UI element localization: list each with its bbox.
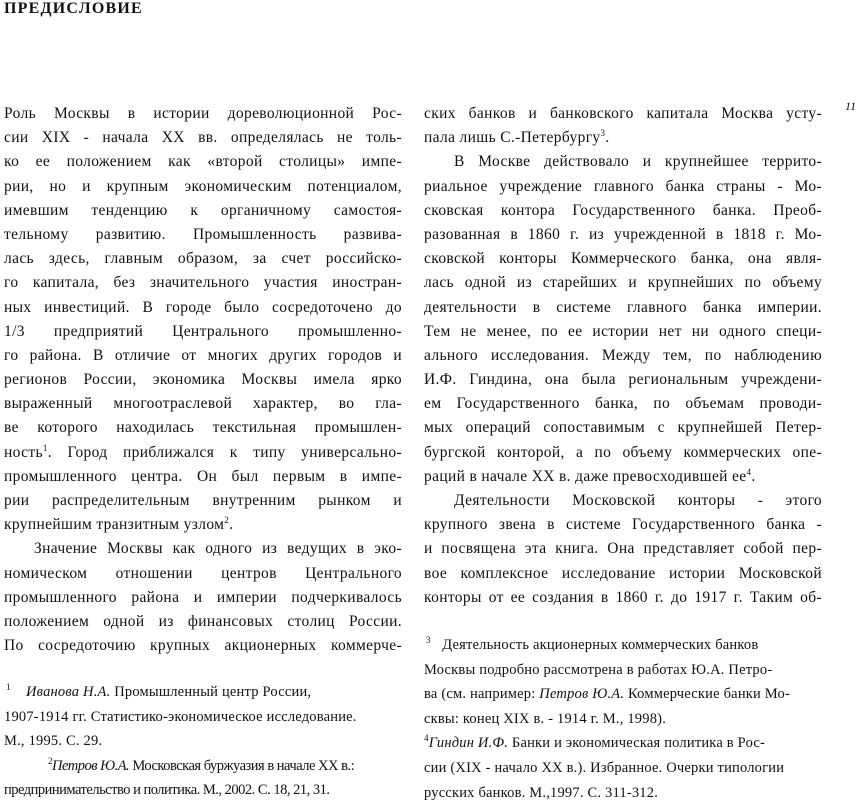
footnote-marker: 2 — [48, 755, 52, 766]
text-line: номическом отношении центров Центрального — [4, 564, 402, 582]
text-line: го капитала, без значительного участия иностран- — [4, 274, 402, 292]
footnote-ref: 1 — [42, 442, 48, 453]
left-column-text — [4, 102, 402, 658]
text-line: Роль Москвы в истории дореволюционной Рос- — [4, 105, 402, 122]
footnote-text: Банки и экономическая политика в Рос- — [508, 735, 766, 752]
footnote-ref: 4 — [746, 466, 752, 477]
text-line: Значение Москвы как одного из ведущих в эко- — [34, 540, 402, 558]
text-line: ных инвестиций. В городе было сосредоточено до — [4, 298, 402, 316]
footnote-marker: 4 — [424, 733, 429, 744]
text-line: промышленного центра. Он был первым в импе- — [4, 467, 402, 485]
footnote-line: 1907-1914 гг. Статистико-экономическое исследование. — [4, 708, 357, 725]
footnote-marker: 3 — [426, 635, 431, 646]
text-line: лась одной из старейших и крупнейших по объему — [424, 274, 822, 292]
text-line: и посвящена эта книга. Она представляет собой пер- — [424, 540, 822, 558]
footnote-line: предпринимательство и политика. М., 2002. С. 18, 21, 31. — [4, 782, 330, 799]
text-line: промышленного района и империи подчеркивалось — [4, 588, 402, 606]
text-line: тельному развитию. Промышленность развива- — [4, 225, 402, 243]
text-line: положением одной из финансовых столиц России. — [4, 612, 402, 630]
text-segment: . Город приближался к типу универсально- — [47, 443, 402, 461]
text-line: имевшим тенденцию к органичному самостоя- — [4, 201, 402, 219]
footnote-author: Петров Ю.А. — [52, 757, 130, 774]
footnote-line: сквы: конец XIX в. - 1914 г. М., 1998). — [424, 710, 667, 727]
text-line: ем Государственного банка, по объемам проводи- — [424, 395, 822, 413]
text-line: ального исследования. Между тем, по наблюдению — [424, 346, 822, 364]
text-segment: . — [751, 467, 756, 485]
text-line: го района. В отличие от многих других городов и — [4, 346, 402, 364]
text-line — [424, 465, 822, 489]
right-column-text — [424, 102, 822, 610]
text-line: мых операций сопоставимым с крупнейшей Петер- — [424, 419, 822, 437]
text-segment: крупнейшим транзитным узлом — [4, 516, 225, 534]
text-line: бургской конторой, а по объему коммерческих опе- — [424, 443, 822, 461]
footnote-ref: 3 — [600, 128, 606, 139]
text-line: регионов России, экономика Москвы имела ярко — [4, 371, 402, 389]
text-line — [4, 513, 402, 537]
text-line: ве которого находилась текстильная промышлен- — [4, 419, 402, 437]
footnote-text: Деятельность акционерных коммерческих банков — [442, 637, 759, 653]
left-footnotes — [4, 680, 402, 803]
text-line: Тем не менее, по ее истории нет ни одного специ- — [424, 322, 822, 340]
text-line: крупного звена в системе Государственного банка - — [424, 516, 822, 534]
text-segment: пала лишь С.-Петербургу — [424, 129, 601, 147]
footnote-3 — [424, 633, 822, 658]
text-segment: раций в начале XX в. даже превосходившей ее — [424, 467, 747, 485]
footnote-text: Коммерческие банки Мо- — [624, 686, 791, 703]
text-line: разованная в 1860 г. из учрежденной в 1818 г. Мо- — [424, 225, 822, 243]
footnote-4 — [424, 731, 822, 756]
text-segment: . — [605, 129, 610, 147]
footnote-marker: 1 — [6, 682, 11, 693]
text-line: сии XIX - начала XX вв. определялась не толь- — [4, 129, 402, 147]
footnote-line: Москвы подробно рассмотрена в работах Ю.А. Петро- — [424, 661, 773, 678]
text-line — [4, 441, 402, 465]
footnote-line: М., 1995. С. 29. — [4, 733, 103, 750]
footnote-line — [424, 682, 822, 707]
text-segment: . — [229, 516, 234, 534]
footnote-ref: 2 — [224, 515, 230, 526]
footnote-line: русских банков. М.,1997. С. 311-312. — [424, 784, 659, 801]
text-segment: ность — [4, 443, 43, 461]
text-line: рии распределительным внутренним рынком и — [4, 492, 402, 509]
footnote-text: Московская буржуазия в начале XX в.: — [129, 757, 355, 774]
text-line: В Москве действовало и крупнейшее террито- — [454, 153, 822, 171]
footnote-1 — [4, 680, 402, 705]
text-line: ко ее положением как «второй столицы» импе- — [4, 153, 402, 171]
text-line: деятельности в системе главного банка империи. — [424, 298, 822, 316]
page-number: 11 — [845, 99, 857, 113]
footnote-line: сии (XIX - начало XX в.). Избранное. Очерки типологии — [424, 759, 785, 776]
text-line: лась здесь, главным образом, за счет российско- — [4, 250, 402, 268]
text-line: выраженный многоотраслевой характер, во гла- — [4, 395, 402, 413]
text-line: вое комплексное исследование истории Московской — [424, 564, 822, 582]
footnote-2 — [4, 754, 402, 779]
text-line: риальное учреждение главного банка страны - Мо- — [424, 177, 822, 195]
text-line: конторы от ее создания в 1860 г. до 1917 г. Таким об- — [424, 588, 822, 606]
footnote-author: Петров Ю.А. — [539, 686, 625, 703]
text-line: сковская контора Государственного банка. Преоб- — [424, 201, 822, 219]
footnote-text: ва (см. например: — [424, 686, 540, 703]
text-line: По сосредоточию крупных акционерных коммерче- — [4, 637, 402, 655]
text-line: сковской конторы Коммерческого банка, она явля- — [424, 250, 822, 268]
footnote-text: Промышленный центр России, — [110, 684, 312, 700]
chapter-heading: ПРЕДИСЛОВИЕ — [4, 0, 143, 17]
text-line: Деятельности Московской конторы - этого — [454, 492, 822, 509]
text-line: ских банков и банковского капитала Москва усту- — [424, 105, 822, 122]
right-footnotes — [424, 633, 822, 805]
text-line: 1/3 предприятий Центрального промышленно- — [4, 322, 402, 340]
footnote-author: Гиндин И.Ф. — [428, 735, 509, 752]
text-line: И.Ф. Гиндина, она была региональным учреждени- — [424, 371, 822, 389]
text-line — [424, 126, 822, 150]
footnote-author: Иванова Н.А. — [26, 684, 111, 700]
text-line: рии, но и крупным экономическим потенциалом, — [4, 177, 402, 195]
